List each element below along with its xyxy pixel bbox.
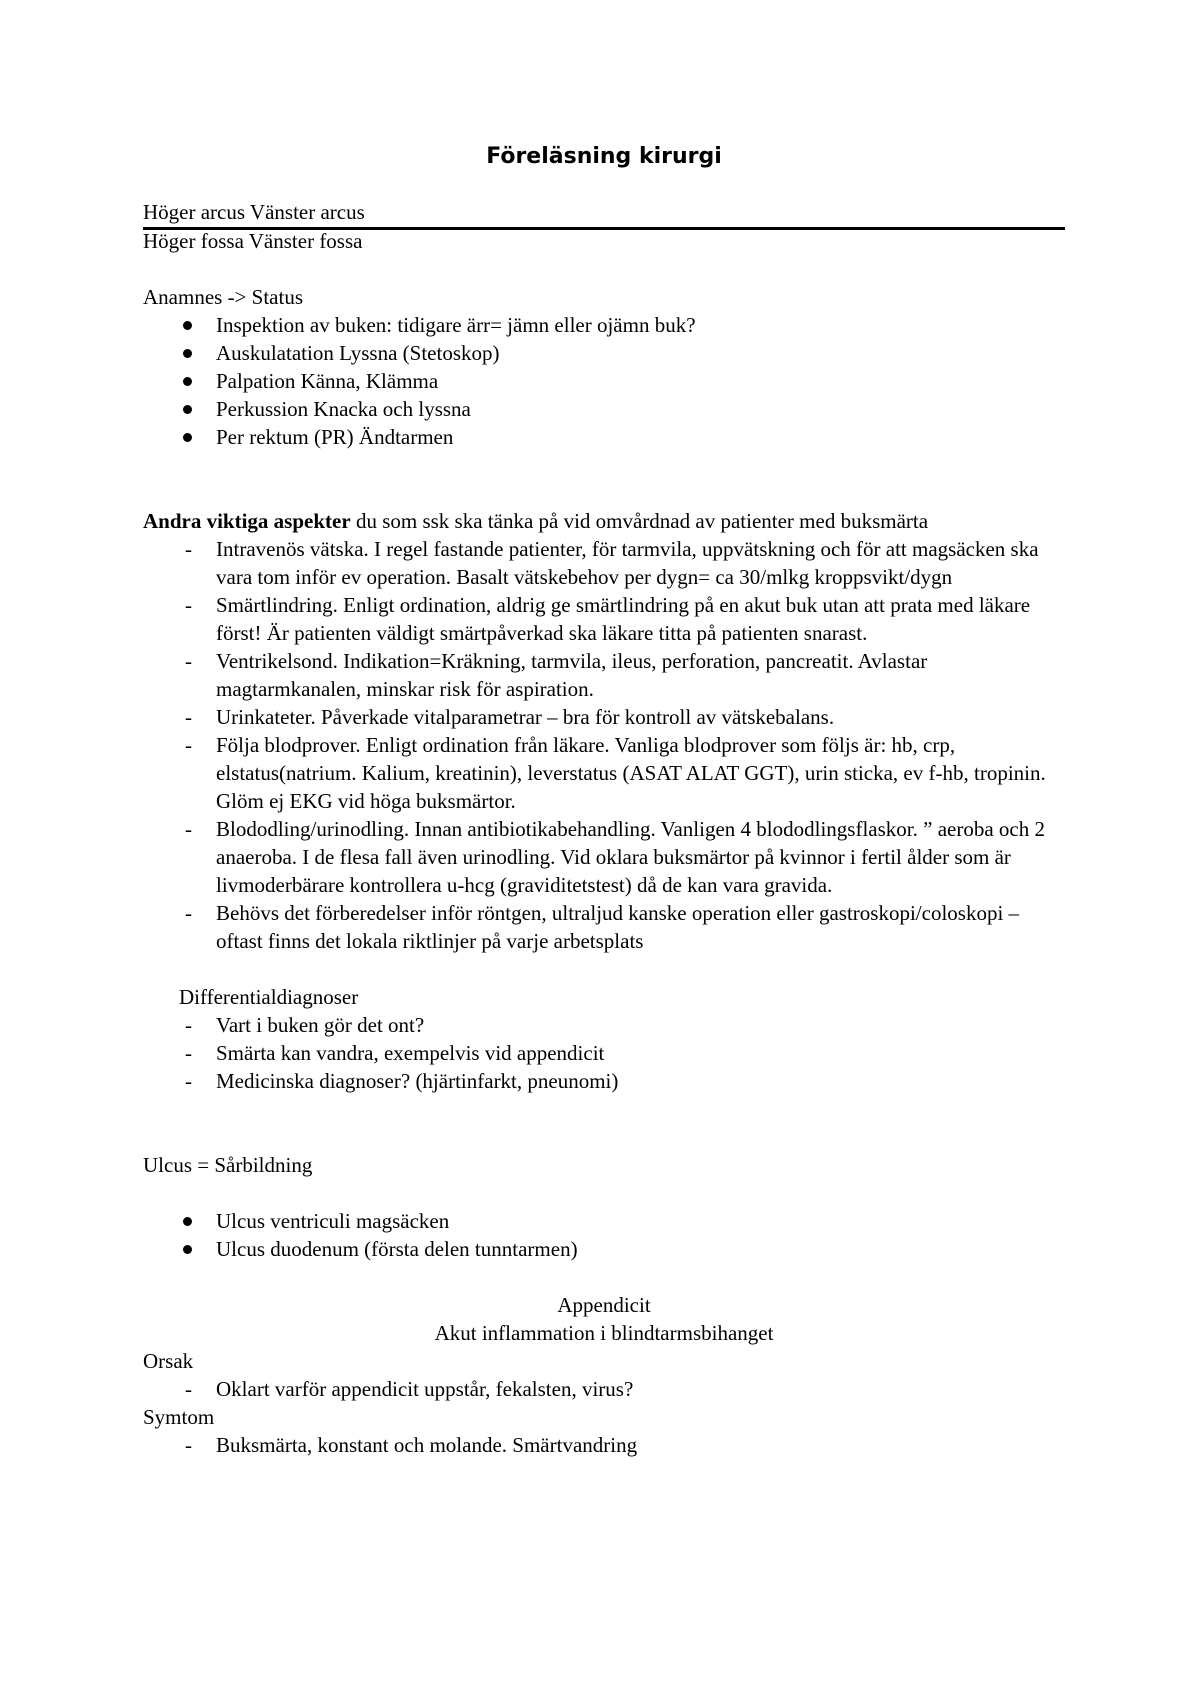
ulcus-list: [143, 1207, 1065, 1263]
orsak-heading: Orsak: [143, 1349, 194, 1373]
document-title: Föreläsning kirurgi: [486, 144, 722, 169]
list-item-text: Ventrikelsond. Indikation=Kräkning, tarmvila, ileus, perforation, pancreatit. Avlastar magtarmkanalen, minskar risk för aspiration.: [216, 649, 928, 701]
symtom-heading: Symtom: [143, 1405, 215, 1429]
list-item: [143, 1207, 1065, 1235]
list-item: [143, 1375, 1065, 1403]
dash-marker: -: [185, 733, 192, 757]
list-item: [143, 1235, 1065, 1263]
list-item: [143, 1431, 1065, 1459]
list-item: [143, 815, 1065, 899]
list-item-text: Inspektion av buken: tidigare ärr= jämn eller ojämn buk?: [216, 313, 696, 337]
ulcus-heading: Ulcus = Sårbildning: [143, 1153, 313, 1177]
bullet-icon: [183, 433, 192, 442]
list-item-text: Auskulatation Lyssna (Stetoskop): [216, 341, 500, 365]
list-item: [143, 535, 1065, 591]
document-body: [143, 142, 1065, 1459]
dash-marker: -: [185, 1433, 192, 1457]
table-row-fossa: Höger fossa Vänster fossa: [143, 229, 363, 253]
dash-marker: -: [185, 537, 192, 561]
appendicit-title: Appendicit: [557, 1293, 651, 1317]
anamnes-heading: Anamnes -> Status: [143, 285, 303, 309]
list-item-text: Urinkateter. Påverkade vitalparametrar – bra för kontroll av vätskebalans.: [216, 705, 835, 729]
differential-list: [143, 1011, 1065, 1095]
list-item-text: Perkussion Knacka och lyssna: [216, 397, 471, 421]
list-item: [143, 339, 1065, 367]
list-item-text: Följa blodprover. Enligt ordination från läkare. Vanliga blodprover som följs är: hb, crp, elstatus(natrium. Kalium, kreatinin), leverstatus (ASAT ALAT GGT), urin sticka, ev f-hb, tropinin. Glöm ej EKG vid höga buksmärtor.: [216, 733, 1046, 813]
list-item: [143, 395, 1065, 423]
dash-marker: -: [185, 705, 192, 729]
aspects-heading-rest: du som ssk ska tänka på vid omvårdnad av patienter med buksmärta: [350, 509, 929, 533]
list-item-text: Intravenös vätska. I regel fastande patienter, för tarmvila, uppvätskning och för att magsäcken ska vara tom inför ev operation. Basalt vätskebehov per dygn= ca 30/mlkg kroppsvikt/dygn: [216, 537, 1039, 589]
aspects-heading-bold: Andra viktiga aspekter: [143, 509, 351, 533]
list-item: [143, 1011, 1065, 1039]
bullet-icon: [183, 405, 192, 414]
dash-marker: -: [185, 649, 192, 673]
list-item: [143, 1067, 1065, 1095]
list-item: [143, 731, 1065, 815]
dash-marker: -: [185, 1377, 192, 1401]
list-item-text: Vart i buken gör det ont?: [216, 1013, 425, 1037]
aspects-heading: [143, 507, 1065, 535]
list-item-text: Medicinska diagnoser? (hjärtinfarkt, pneunomi): [216, 1069, 619, 1093]
list-item: [143, 1039, 1065, 1067]
list-item-text: Ulcus ventriculi magsäcken: [216, 1209, 450, 1233]
dash-marker: -: [185, 593, 192, 617]
dash-marker: -: [185, 1013, 192, 1037]
list-item-text: Blododling/urinodling. Innan antibiotikabehandling. Vanligen 4 blododlingsflaskor. ” aeroba och 2 anaeroba. I de flesa fall även urinodling. Vid oklara buksmärtor på kvinnor i fertil ålder som är livmoderbärare kontrollera u-hcg (graviditetstest) då de kan vara gravida.: [216, 817, 1045, 897]
list-item: [143, 311, 1065, 339]
list-item-text: Smärta kan vandra, exempelvis vid appendicit: [216, 1041, 605, 1065]
list-item-text: Palpation Känna, Klämma: [216, 369, 439, 393]
dash-marker: -: [185, 817, 192, 841]
list-item: [143, 591, 1065, 647]
list-item: [143, 647, 1065, 703]
list-item: [143, 367, 1065, 395]
list-item-text: Behövs det förberedelser inför röntgen, ultraljud kanske operation eller gastroskopi/coloskopi – oftast finns det lokala riktlinjer på varje arbetsplats: [216, 901, 1020, 953]
aspects-list: [143, 535, 1065, 955]
bullet-icon: [183, 349, 192, 358]
differential-heading: Differentialdiagnoser: [179, 985, 359, 1009]
list-item-text: Ulcus duodenum (första delen tunntarmen): [216, 1237, 578, 1261]
list-item-text: Buksmärta, konstant och molande. Smärtvandring: [216, 1433, 638, 1457]
list-item-text: Oklart varför appendicit uppstår, fekalsten, virus?: [216, 1377, 634, 1401]
bullet-icon: [183, 377, 192, 386]
list-item-text: Per rektum (PR) Ändtarmen: [216, 425, 454, 449]
dash-marker: -: [185, 901, 192, 925]
table-row-arcus: Höger arcus Vänster arcus: [143, 200, 365, 224]
anamnes-list: [143, 311, 1065, 451]
dash-marker: -: [185, 1069, 192, 1093]
list-item-text: Smärtlindring. Enligt ordination, aldrig ge smärtlindring på en akut buk utan att prata med läkare först! Är patienten väldigt smärtpåverkad ska läkare titta på patienten snarast.: [216, 593, 1031, 645]
appendicit-subtitle: Akut inflammation i blindtarmsbihanget: [434, 1321, 774, 1345]
list-item: [143, 423, 1065, 451]
bullet-icon: [183, 321, 192, 330]
dash-marker: -: [185, 1041, 192, 1065]
list-item: [143, 899, 1065, 955]
symtom-list: [143, 1431, 1065, 1459]
quadrant-table: [143, 198, 1065, 255]
bullet-icon: [183, 1245, 192, 1254]
bullet-icon: [183, 1217, 192, 1226]
list-item: [143, 703, 1065, 731]
orsak-list: [143, 1375, 1065, 1403]
